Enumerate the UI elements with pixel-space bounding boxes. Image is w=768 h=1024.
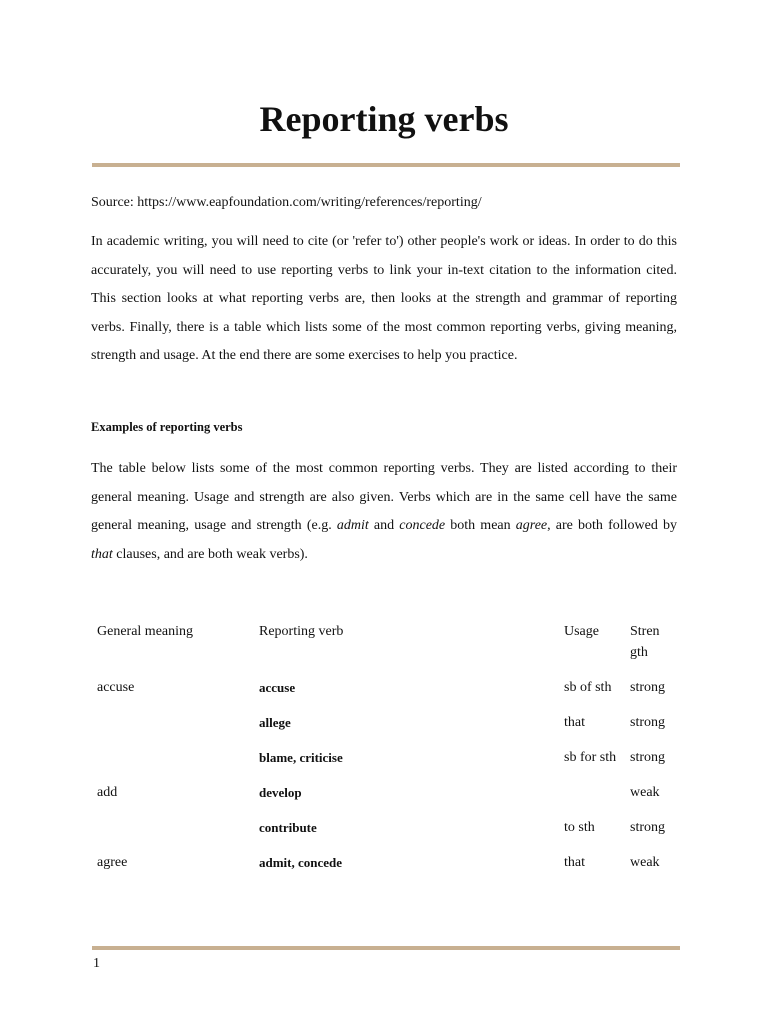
cell-strength: strong bbox=[630, 715, 665, 730]
cell-meaning: add bbox=[97, 785, 118, 800]
intro-paragraph: In academic writing, you will need to cite (or 'refer to') other people's work or ideas. In order to do this accurately, you will need to use reporting verbs to link your in-text citation to the information cited. This section looks at what reporting verbs are, then looks at the strength and grammar of reporting verbs. Finally, there is a table which lists some of the most common reporting verbs, giving meaning, strength and usage. At the end there are some exercises to help you practice. bbox=[91, 234, 677, 363]
cell-usage: sb for sth bbox=[564, 750, 617, 765]
cell-verb: blame, criticise bbox=[259, 750, 343, 765]
header-strength: Stren gth bbox=[630, 624, 660, 660]
paragraph-text: clauses, and are both weak verbs). bbox=[112, 546, 308, 562]
cell-usage: that bbox=[564, 855, 585, 870]
example-usage-that: that bbox=[91, 546, 113, 562]
cell-strength: strong bbox=[630, 820, 665, 835]
cell-strength: strong bbox=[630, 750, 665, 765]
paragraph-text: , are both followed by bbox=[547, 518, 677, 533]
paragraph-text: and bbox=[368, 518, 400, 533]
paragraph-text: The table below lists some of the most common reporting verbs. They are listed according to their general meaning. Usage and strength are also given. Verbs which are in the same cell have the same general meaning, usage and strength (e.g. bbox=[91, 461, 677, 533]
section-heading: Examples of reporting verbs bbox=[91, 420, 243, 434]
table-row bbox=[97, 817, 679, 852]
cell-usage bbox=[564, 782, 630, 817]
example-verb-admit: admit bbox=[336, 518, 369, 533]
cell-meaning bbox=[97, 712, 259, 747]
page-number: 1 bbox=[93, 956, 100, 971]
header-divider bbox=[92, 163, 680, 167]
cell-usage: sb of sth bbox=[564, 680, 612, 695]
table-row bbox=[97, 782, 679, 817]
cell-strength: weak bbox=[630, 855, 660, 870]
header-general-meaning: General meaning bbox=[97, 624, 194, 639]
table-header-row bbox=[97, 621, 679, 677]
header-reporting-verb: Reporting verb bbox=[259, 624, 344, 639]
cell-verb: develop bbox=[259, 785, 302, 800]
table-row bbox=[97, 747, 679, 782]
paragraph-text: both mean bbox=[445, 518, 516, 533]
cell-usage: to sth bbox=[564, 820, 595, 835]
cell-usage: that bbox=[564, 715, 585, 730]
cell-strength: weak bbox=[630, 785, 660, 800]
cell-meaning: accuse bbox=[97, 680, 135, 695]
table-row bbox=[97, 712, 679, 747]
page-title: Reporting verbs bbox=[259, 99, 509, 139]
cell-meaning bbox=[97, 747, 259, 782]
source-line: Source: https://www.eapfoundation.com/writing/references/reporting/ bbox=[91, 195, 482, 210]
cell-strength: strong bbox=[630, 680, 665, 695]
table-row bbox=[97, 852, 679, 887]
table-description-paragraph bbox=[91, 455, 677, 569]
cell-verb: contribute bbox=[259, 820, 317, 835]
reporting-verbs-table bbox=[97, 621, 679, 887]
example-verb-concede: concede bbox=[399, 518, 446, 533]
cell-verb: accuse bbox=[259, 680, 296, 695]
footer-divider bbox=[92, 946, 680, 950]
cell-meaning: agree bbox=[97, 855, 128, 870]
cell-meaning bbox=[97, 817, 259, 852]
header-usage: Usage bbox=[564, 624, 599, 639]
table-row bbox=[97, 677, 679, 712]
cell-verb: allege bbox=[259, 715, 291, 730]
example-meaning-agree: agree bbox=[515, 518, 548, 533]
cell-verb: admit, concede bbox=[259, 855, 343, 870]
